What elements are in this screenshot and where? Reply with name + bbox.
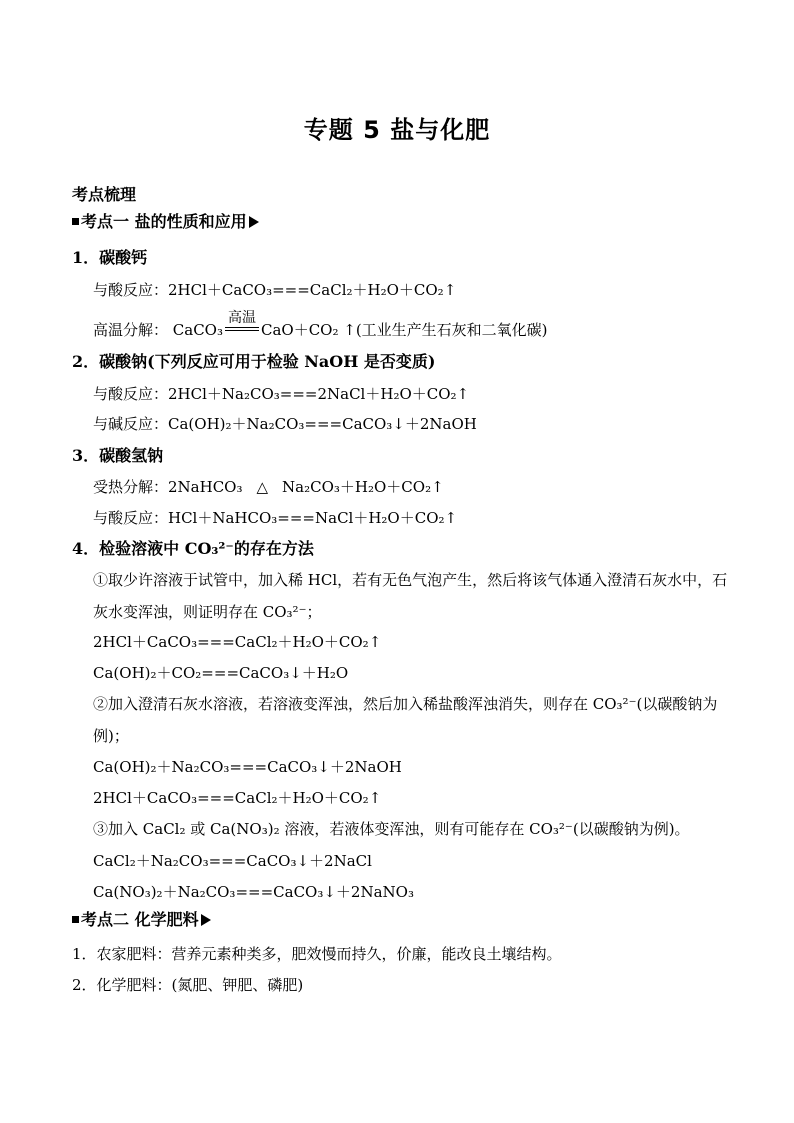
- nahco3-heat-prefix: 受热分解：2NaHCO₃: [93, 478, 243, 496]
- nahco3-heat-suffix: Na₂CO₃＋H₂O＋CO₂↑: [282, 478, 444, 496]
- test-m3-eq2: Ca(NO₃)₂＋Na₂CO₃===CaCO₃↓＋2NaNO₃: [93, 883, 414, 901]
- na2co3-acid: 与酸反应：2HCl＋Na₂CO₃===2NaCl＋H₂O＋CO₂↑: [93, 385, 470, 403]
- caco3-heat: [93, 310, 548, 340]
- test-m2-eq2: 2HCl＋CaCO₃===CaCl₂＋H₂O＋CO₂↑: [93, 789, 382, 807]
- kp2-heading: [72, 910, 211, 930]
- heat-symbol: △: [256, 478, 269, 496]
- test-m1-eq2: Ca(OH)₂＋CO₂===CaCO₃↓＋H₂O: [93, 664, 349, 682]
- nahco3-heading: 3．碳酸氢钠: [72, 446, 164, 465]
- test-method-2: ②加入澄清石灰水溶液，若溶液变浑浊，然后加入稀盐酸浑浊消失，则存在 CO₃²⁻(以碳酸钠为例)；: [93, 695, 718, 745]
- test-m2-eq1: Ca(OH)₂＋Na₂CO₃===CaCO₃↓＋2NaOH: [93, 758, 402, 776]
- caco3-heading: 1．碳酸钙: [72, 248, 148, 267]
- fert-item-1: 1．农家肥料：营养元素种类多，肥效慢而持久，价廉，能改良土壤结构。: [72, 945, 562, 963]
- section-header: 考点梳理: [72, 185, 137, 204]
- fert-item-2: 2．化学肥料：(氮肥、钾肥、磷肥): [72, 976, 304, 994]
- caco3-heat-suffix: CaO＋CO₂ ↑(工业生产生石灰和二氧化碳): [260, 321, 548, 339]
- test-method-3: ③加入 CaCl₂ 或 Ca(NO₃)₂ 溶液，若液体变浑浊，则有可能存在 CO₃²⁻(以碳酸钠为例)。: [93, 820, 690, 838]
- kp1-label: 考点一 盐的性质和应用: [81, 212, 247, 231]
- caco3-heat-prefix: 高温分解： CaCO₃: [93, 321, 223, 339]
- triangle-right-icon: [249, 216, 259, 228]
- test-m1-eq1: 2HCl＋CaCO₃===CaCl₂＋H₂O＋CO₂↑: [93, 633, 382, 651]
- nahco3-heat: [93, 477, 444, 497]
- test-m3-eq1: CaCl₂＋Na₂CO₃===CaCO₃↓＋2NaCl: [93, 852, 372, 870]
- kp1-heading: [72, 212, 259, 232]
- kp2-label: 考点二 化学肥料: [81, 910, 199, 929]
- page-title: 专题 5 盐与化肥: [303, 116, 491, 144]
- high-temp-condition: [223, 310, 261, 340]
- test-method-1: ①取少许溶液于试管中，加入稀 HCl，若有无色气泡产生，然后将该气体通入澄清石灰水中，石灰水变浑浊，则证明存在 CO₃²⁻；: [93, 571, 728, 621]
- condition-label: 高温: [227, 310, 256, 326]
- nahco3-acid: 与酸反应：HCl＋NaHCO₃===NaCl＋H₂O＋CO₂↑: [93, 509, 458, 527]
- caco3-acid: 与酸反应：2HCl＋CaCO₃===CaCl₂＋H₂O＋CO₂↑: [93, 281, 457, 299]
- square-bullet-icon: [72, 916, 79, 923]
- na2co3-heading: 2．碳酸钠(下列反应可用于检验 NaOH 是否变质): [72, 352, 436, 371]
- triangle-right-icon: [201, 914, 211, 926]
- square-bullet-icon: [72, 218, 79, 225]
- na2co3-base: 与碱反应：Ca(OH)₂＋Na₂CO₃===CaCO₃↓＋2NaOH: [93, 415, 477, 433]
- test-heading: 4．检验溶液中 CO₃²⁻的存在方法: [72, 539, 314, 558]
